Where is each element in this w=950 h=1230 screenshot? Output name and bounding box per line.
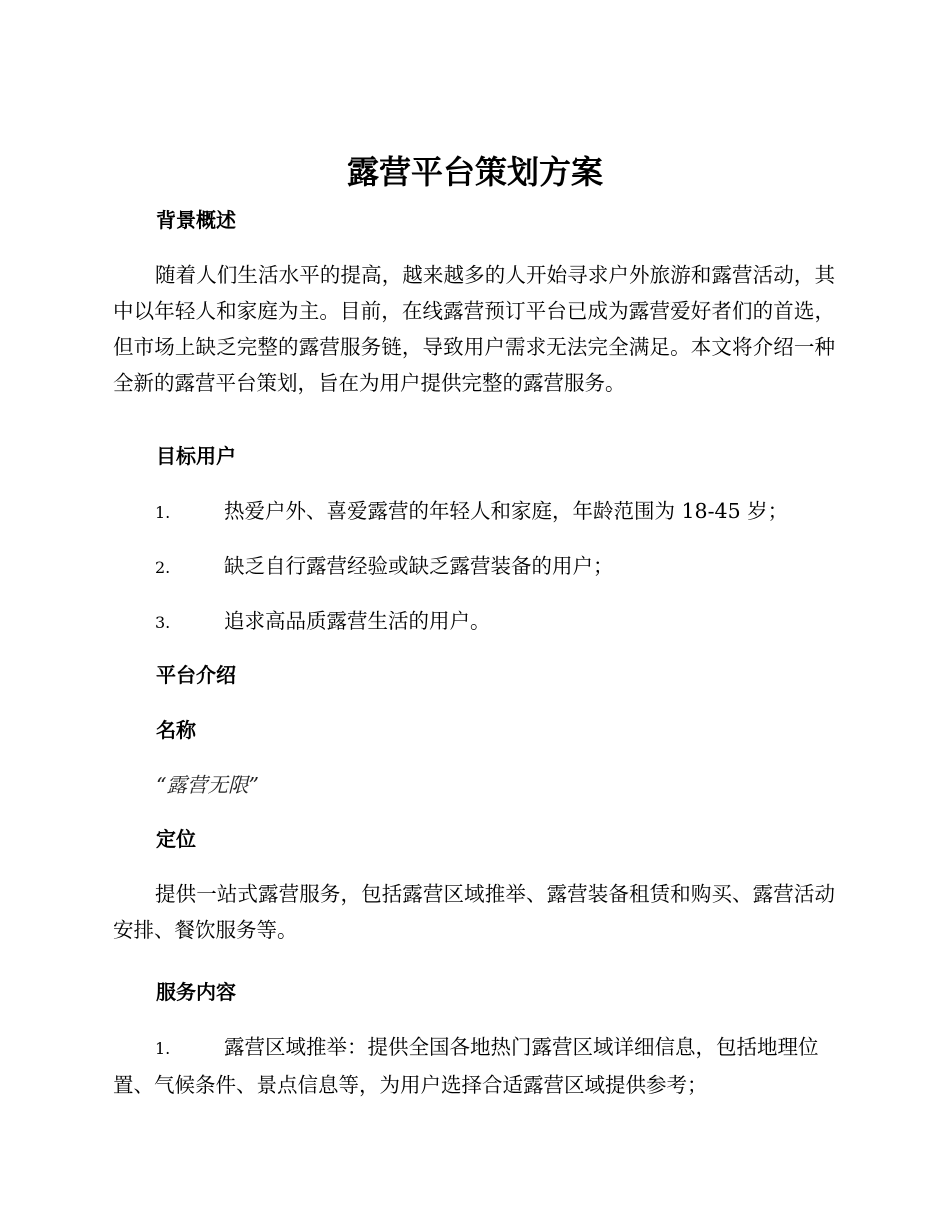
list-number: 2. <box>155 558 171 577</box>
list-text: 露营区域推举：提供全国各地热门露营区域详细信息，包括地理位置、气候条件、景点信息等，为用户选择合适露营区域提供参考； <box>113 1035 819 1097</box>
paragraph-positioning: 提供一站式露营服务，包括露营区域推举、露营装备租赁和购买、露营活动安排、餐饮服务等。 <box>113 882 835 942</box>
document-title: 露营平台策划方案 <box>346 153 603 191</box>
heading-background: 背景概述 <box>156 208 236 232</box>
heading-services: 服务内容 <box>156 980 236 1004</box>
list-number: 1. <box>155 1039 171 1058</box>
heading-platform-intro: 平台介绍 <box>156 663 236 687</box>
list-item <box>113 493 835 531</box>
list-number: 1. <box>155 503 171 522</box>
heading-target-users: 目标用户 <box>156 444 236 468</box>
heading-name: 名称 <box>156 718 196 742</box>
list-item <box>113 548 835 586</box>
platform-name-quote: “露营无限” <box>156 773 259 797</box>
list-text: 热爱户外、喜爱露营的年轻人和家庭，年龄范围为 18-45 岁； <box>224 499 789 523</box>
list-item <box>113 603 835 641</box>
list-text: 追求高品质露营生活的用户。 <box>224 609 491 633</box>
list-number: 3. <box>155 613 171 632</box>
paragraph-background: 随着人们生活水平的提高，越来越多的人开始寻求户外旅游和露营活动，其中以年轻人和家庭为主。目前，在线露营预订平台已成为露营爱好者们的首选，但市场上缺乏完整的露营服务链，导致用户需求无法完全满足。本文将介绍一种全新的露营平台策划，旨在为用户提供完整的露营服务。 <box>113 263 835 395</box>
list-item <box>113 1029 835 1103</box>
heading-positioning: 定位 <box>156 827 196 851</box>
list-text: 缺乏自行露营经验或缺乏露营装备的用户； <box>224 554 614 578</box>
